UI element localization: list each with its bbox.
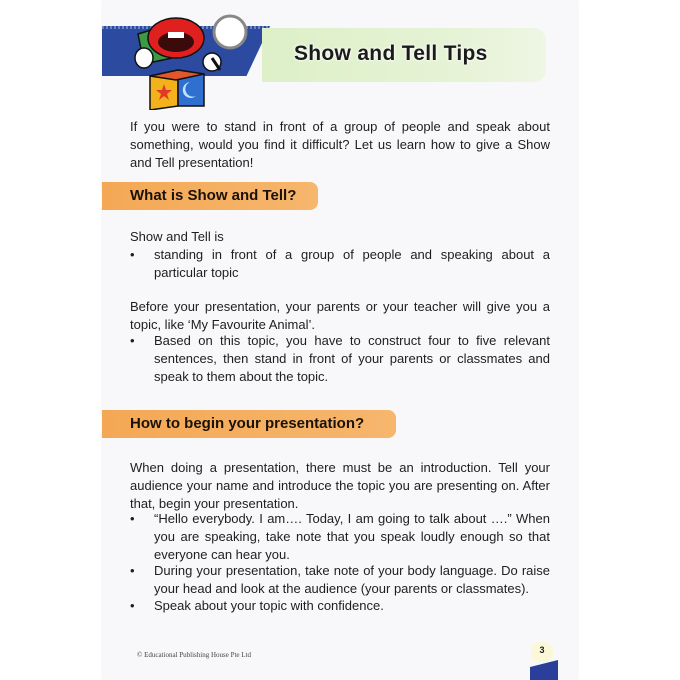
list-item-text: “Hello everybody. I am…. Today, I am going to talk about ….” When you are speaking, take note that you speak loudly enough so that everyone can hear you. — [154, 511, 550, 562]
list-item-text: standing in front of a group of people and speaking about a particular topic — [154, 247, 550, 280]
bullet-icon: • — [130, 598, 135, 613]
list-item-text: During your presentation, take note of your body language. Do raise your head and look at the audience (your parents or classmates). — [154, 563, 550, 596]
section2-paragraph: When doing a presentation, there must be an introduction. Tell your audience your name and introduce the topic you are presenting on. After that, begin your presentation. — [130, 460, 550, 511]
bullet-icon: • — [130, 247, 135, 262]
page-number: 3 — [539, 645, 545, 655]
list-item — [130, 332, 550, 386]
bullet-icon: • — [130, 333, 135, 348]
list-item — [130, 510, 550, 564]
jack-in-the-box-mouth-magnifier-icon — [128, 14, 258, 110]
section1-paragraph: Before your presentation, your parents or your teacher will give you a topic, like ‘My Favourite Animal’. — [130, 299, 550, 332]
section1-lead: Show and Tell is — [130, 229, 224, 244]
section-heading-band — [102, 410, 396, 438]
page-title: Show and Tell Tips — [294, 42, 488, 65]
section-heading: What is Show and Tell? — [130, 187, 297, 204]
bullet-icon: • — [130, 563, 135, 578]
list-item — [130, 246, 550, 282]
list-item — [130, 597, 550, 615]
list-item — [130, 562, 550, 598]
bullet-icon: • — [130, 511, 135, 526]
section-heading: How to begin your presentation? — [130, 415, 365, 432]
list-item-text: Speak about your topic with confidence. — [154, 598, 384, 613]
copyright-footer: © Educational Publishing House Pte Ltd — [137, 651, 252, 659]
list-item-text: Based on this topic, you have to construct four to five relevant sentences, then stand in front of your parents or classmates and speak to them about the topic. — [154, 333, 550, 384]
intro-paragraph: If you were to stand in front of a group of people and speak about something, would you find it difficult? Let us learn how to give a Show and Tell presentation! — [130, 119, 550, 170]
section-heading-band — [102, 182, 318, 210]
